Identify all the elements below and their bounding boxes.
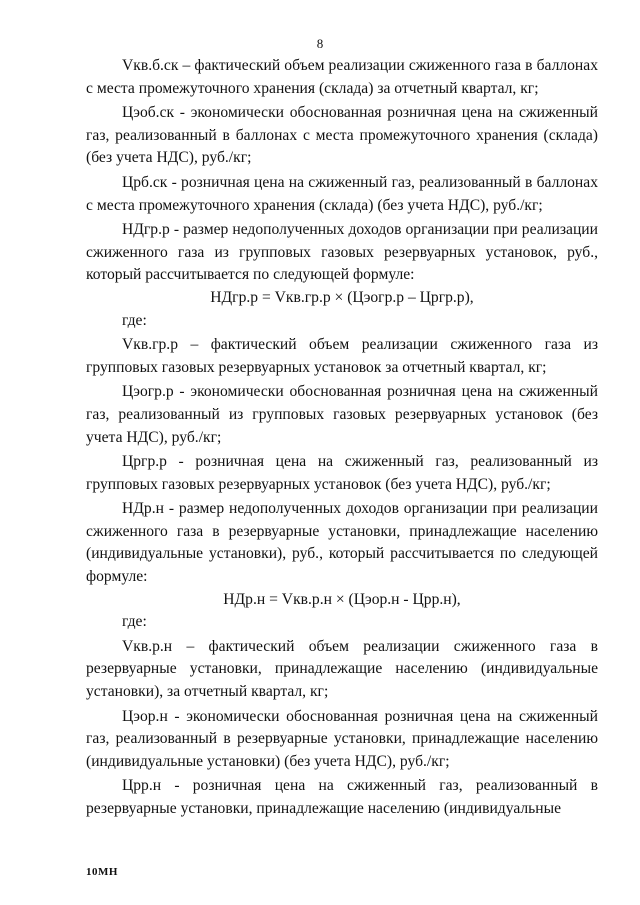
where-label: где: (122, 311, 147, 329)
paragraph-ceob-sk: Цэоб.ск - экономически обоснованная розничная цена на сжиженный газ, реализованный в баллонах с места промежуточного хранения (склада) (без учета НДС), руб./кг; (86, 104, 598, 167)
paragraph-nd-r-n: НДр.н - размер недополученных доходов организации при реализации сжиженного газа в резервуарные установки, принадлежащие населению (индивидуальные установки), руб., который рассчитывается по следующей формуле: (86, 500, 598, 586)
paragraph-crgr-r: Цргр.р - розничная цена на сжиженный газ, реализованный из групповых газовых резервуарных установок (без учета НДС), руб./кг; (86, 453, 598, 493)
paragraph-crr-n: Црр.н - розничная цена на сжиженный газ, реализованный в резервуарные установки, принадлежащие населению (индивидуальные (86, 777, 598, 817)
paragraph-v-kv-b-sk: Vкв.б.ск – фактический объем реализации сжиженного газа в баллонах с места промежуточного хранения (склада) за отчетный квартал, кг; (86, 57, 598, 97)
paragraph-v-kv-r-n: Vкв.р.н – фактический объем реализации сжиженного газа в резервуарные установки, принадлежащие населению (индивидуальные установки), за отчетный квартал, кг; (86, 637, 598, 701)
formula-nd-r-n: НДр.н = Vкв.р.н × (Цэор.н - Црр.н), (223, 590, 461, 608)
paragraph-v-kv-gr-r: Vкв.гр.р – фактический объем реализации сжиженного газа из групповых газовых резервуарных установок за отчетный квартал, кг; (86, 336, 598, 376)
page-number: 8 (316, 36, 324, 51)
paragraph-ceor-n: Цэор.н - экономически обоснованная розничная цена на сжиженный газ, реализованный в резервуарные установки, принадлежащие населению (индивидуальные установки) (без учета НДС), руб./кг; (86, 707, 598, 770)
paragraph-nd-gr-r: НДгр.р - размер недополученных доходов организации при реализации сжиженного газа из групповых газовых резервуарных установок, руб., который рассчитывается по следующей формуле: (86, 221, 598, 284)
paragraph-ceogr-r: Цэогр.р - экономически обоснованная розничная цена на сжиженный газ, реализованный из групповых газовых резервуарных установок (без учета НДС), руб./кг; (86, 383, 598, 446)
document-body (86, 55, 598, 821)
where-label: где: (122, 613, 147, 631)
formula-nd-gr-r: НДгр.р = Vкв.гр.р × (Цэогр.р – Цргр.р), (210, 288, 474, 306)
footer-document-code: 10МН (86, 866, 118, 878)
paragraph-crb-sk: Црб.ск - розничная цена на сжиженный газ, реализованный в баллонах с места промежуточного хранения (склада) (без учета НДС), руб./кг; (86, 173, 598, 214)
